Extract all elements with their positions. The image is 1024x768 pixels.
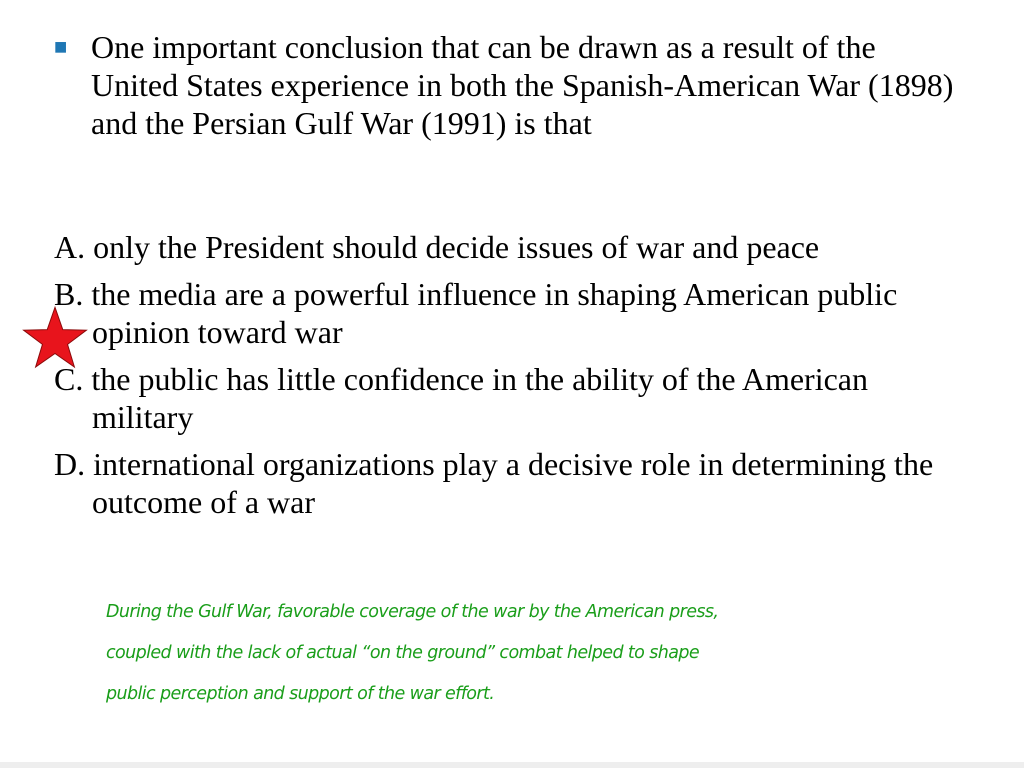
option-letter: B.	[54, 276, 84, 312]
bullet-icon: ■	[54, 34, 68, 59]
explanation-line: coupled with the lack of actual “on the ground” combat helped to shape	[106, 643, 700, 663]
option-text: the media are a powerful influence in shaping American public opinion toward war	[83, 276, 898, 350]
option-b	[54, 275, 934, 351]
option-c	[54, 360, 934, 436]
bottom-divider	[0, 762, 1024, 768]
option-letter: C.	[54, 361, 84, 397]
option-text: only the President should decide issues of war and peace	[85, 229, 820, 265]
option-d	[54, 445, 934, 521]
answer-options	[54, 228, 934, 530]
star-shape	[24, 307, 87, 367]
option-letter: D.	[54, 446, 86, 482]
explanation-note	[106, 592, 966, 715]
option-letter: A.	[54, 229, 86, 265]
option-text: the public has little confidence in the ability of the American military	[83, 361, 868, 435]
option-text: international organizations play a decisive role in determining the outcome of a war	[85, 446, 934, 520]
option-a	[54, 228, 934, 266]
question	[54, 28, 954, 142]
question-text: One important conclusion that can be drawn as a result of the United States experience in both the Spanish-American War (1898) and the Persian Gulf War (1991) is that	[91, 29, 954, 141]
explanation-line: public perception and support of the war effort.	[106, 684, 495, 704]
question-row	[54, 28, 954, 142]
star-icon	[22, 306, 88, 372]
explanation-line: During the Gulf War, favorable coverage of the war by the American press,	[106, 602, 719, 622]
